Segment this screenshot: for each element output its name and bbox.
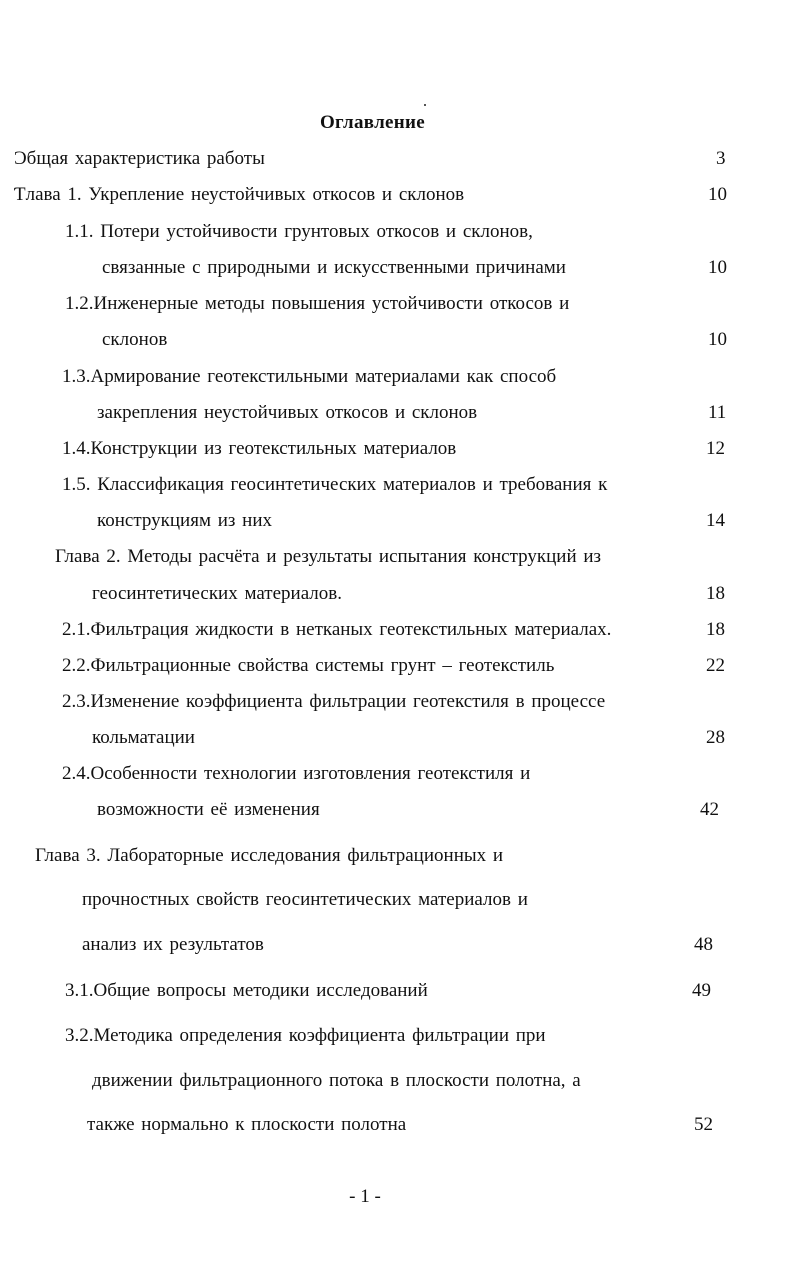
toc-entry-text: связанные с природными и искусственными причинами	[102, 257, 566, 278]
toc-entry-page: 3	[716, 148, 726, 169]
toc-entry-text: 1.1. Потери устойчивости грунтовых откосов и склонов,	[65, 221, 533, 242]
toc-entry-text: Ɔбщая характеристика работы	[14, 148, 265, 169]
toc-entry-text: склонов	[102, 329, 168, 350]
toc-entry-text: Ƭлава 1. Укрепление неустойчивых откосов и склонов	[14, 184, 465, 205]
toc-entry-text: конструкциям из них	[97, 510, 272, 531]
scan-speck	[424, 104, 426, 106]
toc-entry-page: 18	[706, 619, 725, 640]
toc-entry-page: 52	[694, 1114, 713, 1135]
toc-entry-page: 10	[708, 329, 727, 350]
toc-entry-text: 1.4.Конструкции из геотекстильных материалов	[62, 438, 457, 459]
toc-entry-page: 48	[694, 934, 713, 955]
toc-entry-text: движении фильтрационного потока в плоскости полотна, а	[92, 1070, 581, 1091]
toc-entry-text: 1.2.Инженерные методы повышения устойчивости откосов и	[65, 293, 570, 314]
toc-entry-text: Глава 2. Методы расчёта и результаты испытания конструкций из	[55, 546, 602, 567]
toc-entry-text: анализ их результатов	[82, 934, 264, 955]
toc-entry-page: 22	[706, 655, 725, 676]
toc-entry-text: закрепления неустойчивых откосов и склонов	[97, 402, 478, 423]
page-number-footer: - 1 -	[349, 1186, 381, 1207]
toc-entry-text: 2.4.Особенности технологии изготовления геотекстиля и	[62, 763, 531, 784]
toc-entry-text: 2.2.Фильтрационные свойства системы грунт – геотекстиль	[62, 655, 555, 676]
toc-entry-page: 49	[692, 980, 711, 1001]
toc-entry-page: 14	[706, 510, 725, 531]
toc-entry-page: 12	[706, 438, 725, 459]
toc-entry-text: возможности её изменения	[97, 799, 320, 820]
toc-entry-text: 2.1.Фильтрация жидкости в нетканых геотекстильных материалах.	[62, 619, 612, 640]
toc-entry-text: геосинтетических материалов.	[92, 583, 343, 604]
toc-entry-page: 11	[708, 402, 727, 423]
toc-entry-text: 1.5. Классификация геосинтетических материалов и требования к	[62, 474, 608, 495]
toc-title: Оглавление	[319, 112, 426, 133]
toc-entry-page: 28	[706, 727, 725, 748]
toc-entry-page: 10	[708, 257, 727, 278]
toc-entry-text: 2.3.Изменение коэффициента фильтрации геотекстиля в процессе	[62, 691, 606, 712]
toc-entry-text: 3.2.Методика определения коэффициента фильтрации при	[65, 1025, 546, 1046]
toc-entry-page: 42	[700, 799, 719, 820]
toc-entry-text: Глава 3. Лабораторные исследования фильтрационных и	[35, 845, 504, 866]
toc-entry-page: 10	[708, 184, 727, 205]
toc-entry-text: 1.3.Армирование геотекстильными материалами как способ	[62, 366, 557, 387]
toc-entry-text: кольматации	[92, 727, 195, 748]
toc-entry-text: также нормально к плоскости полотна	[87, 1114, 407, 1135]
toc-entry-page: 18	[706, 583, 725, 604]
toc-entry-text: прочностных свойств геосинтетических материалов и	[82, 889, 528, 910]
toc-entry-text: 3.1.Общие вопросы методики исследований	[65, 980, 428, 1001]
